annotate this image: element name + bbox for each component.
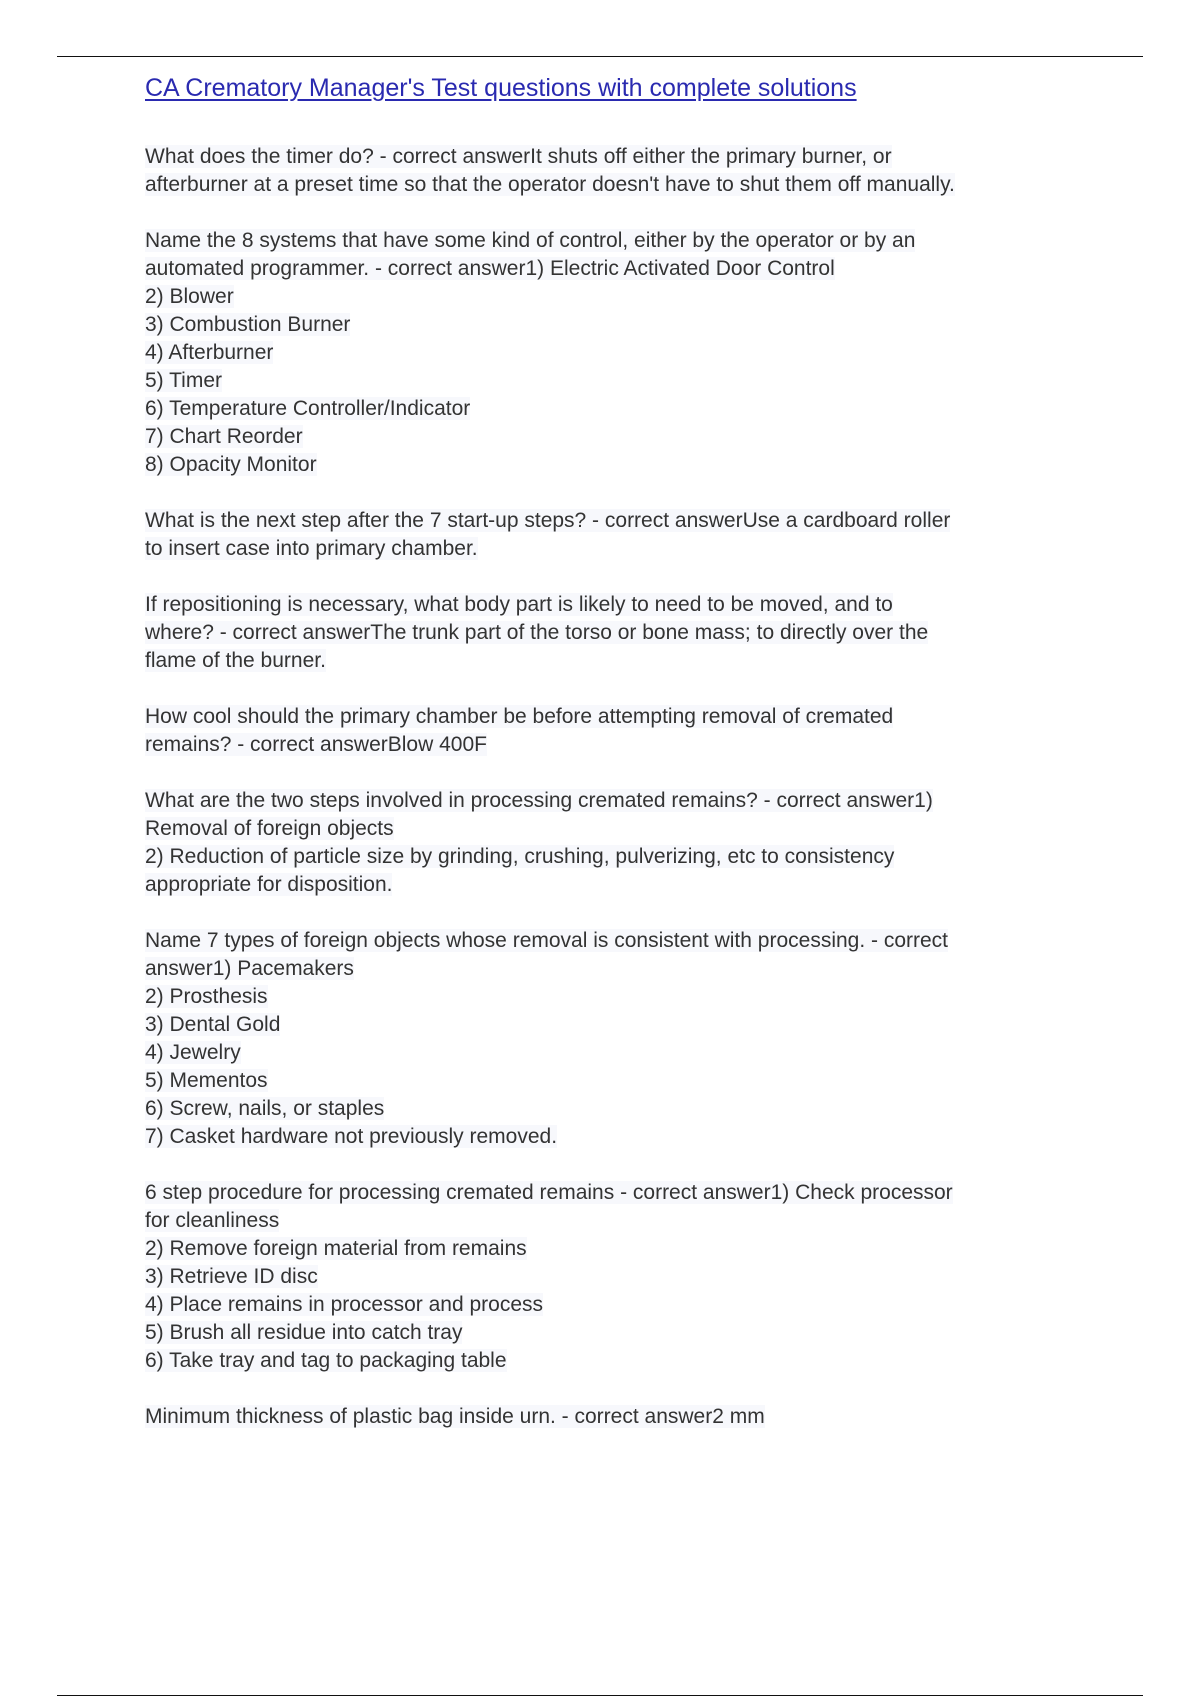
qa-line — [145, 1263, 1095, 1291]
qa-line — [145, 171, 1095, 199]
qa-line — [145, 283, 1095, 311]
qa-line-text: Name the 8 systems that have some kind of control, either by the operator or by an — [145, 229, 916, 252]
qa-line — [145, 955, 1095, 983]
qa-line-text: What does the timer do? - correct answerIt shuts off either the primary burner, or — [145, 145, 892, 168]
qa-line-text: What is the next step after the 7 start-up steps? - correct answerUse a cardboard roller — [145, 509, 951, 532]
qa-entry — [145, 703, 1095, 759]
qa-line-text: where? - correct answerThe trunk part of the torso or bone mass; to directly over the — [145, 621, 929, 644]
qa-line-text: 3) Dental Gold — [145, 1013, 281, 1036]
qa-line — [145, 1319, 1095, 1347]
qa-line — [145, 731, 1095, 759]
qa-line-text: 5) Mementos — [145, 1069, 268, 1092]
qa-line — [145, 871, 1095, 899]
qa-line-text: flame of the burner. — [145, 649, 326, 672]
qa-line-text: 3) Retrieve ID disc — [145, 1265, 318, 1288]
qa-line-text: 2) Blower — [145, 285, 234, 308]
qa-line — [145, 311, 1095, 339]
qa-line-text: 6) Temperature Controller/Indicator — [145, 397, 471, 420]
qa-line — [145, 1179, 1095, 1207]
qa-line — [145, 451, 1095, 479]
qa-line — [145, 1291, 1095, 1319]
qa-entry — [145, 927, 1095, 1151]
qa-line — [145, 535, 1095, 563]
qa-line — [145, 395, 1095, 423]
qa-line — [145, 1347, 1095, 1375]
top-rule — [57, 56, 1143, 57]
qa-entry — [145, 591, 1095, 675]
qa-line-text: afterburner at a preset time so that the operator doesn't have to shut them off manually. — [145, 173, 955, 196]
qa-line-text: for cleanliness — [145, 1209, 280, 1232]
qa-line-text: 5) Brush all residue into catch tray — [145, 1321, 463, 1344]
qa-entry — [145, 507, 1095, 563]
qa-line-text: automated programmer. - correct answer1) Electric Activated Door Control — [145, 257, 835, 280]
document-title-link[interactable]: CA Crematory Manager's Test questions with complete solutions — [145, 74, 857, 102]
qa-entry — [145, 1179, 1095, 1375]
qa-line — [145, 927, 1095, 955]
qa-entry — [145, 1403, 1095, 1431]
qa-line — [145, 1095, 1095, 1123]
qa-line — [145, 591, 1095, 619]
qa-line — [145, 143, 1095, 171]
qa-entry — [145, 143, 1095, 199]
qa-line — [145, 1235, 1095, 1263]
qa-line-text: 8) Opacity Monitor — [145, 453, 317, 476]
qa-list — [145, 143, 1095, 1431]
qa-line — [145, 787, 1095, 815]
qa-line — [145, 703, 1095, 731]
qa-line-text: 3) Combustion Burner — [145, 313, 351, 336]
document-body — [145, 70, 1095, 1459]
qa-line — [145, 1067, 1095, 1095]
qa-line-text: remains? - correct answerBlow 400F — [145, 733, 487, 756]
qa-line-text: 5) Timer — [145, 369, 223, 392]
qa-line-text: 2) Remove foreign material from remains — [145, 1237, 527, 1260]
qa-line-text: If repositioning is necessary, what body part is likely to need to be moved, and to — [145, 593, 893, 616]
qa-line — [145, 423, 1095, 451]
qa-line-text: 4) Place remains in processor and process — [145, 1293, 544, 1316]
qa-line — [145, 1123, 1095, 1151]
qa-line-text: 6 step procedure for processing cremated remains - correct answer1) Check processor — [145, 1181, 953, 1204]
qa-line — [145, 507, 1095, 535]
qa-line — [145, 367, 1095, 395]
qa-entry — [145, 227, 1095, 479]
qa-line — [145, 647, 1095, 675]
qa-line — [145, 1403, 1095, 1431]
qa-line — [145, 1039, 1095, 1067]
qa-line — [145, 339, 1095, 367]
qa-line — [145, 255, 1095, 283]
bottom-rule — [57, 1695, 1143, 1696]
qa-line — [145, 1011, 1095, 1039]
qa-line-text: Name 7 types of foreign objects whose removal is consistent with processing. - correct — [145, 929, 949, 952]
qa-line — [145, 815, 1095, 843]
qa-line-text: How cool should the primary chamber be before attempting removal of cremated — [145, 705, 894, 728]
qa-line — [145, 619, 1095, 647]
qa-line — [145, 843, 1095, 871]
qa-line-text: What are the two steps involved in processing cremated remains? - correct answer1) — [145, 789, 933, 812]
qa-line-text: 4) Jewelry — [145, 1041, 241, 1064]
qa-line — [145, 227, 1095, 255]
qa-entry — [145, 787, 1095, 899]
qa-line — [145, 1207, 1095, 1235]
qa-line-text: 6) Take tray and tag to packaging table — [145, 1349, 507, 1372]
qa-line-text: 2) Reduction of particle size by grinding, crushing, pulverizing, etc to consistency — [145, 845, 895, 868]
qa-line-text: Minimum thickness of plastic bag inside urn. - correct answer2 mm — [145, 1405, 765, 1428]
qa-line-text: 6) Screw, nails, or staples — [145, 1097, 385, 1120]
qa-line — [145, 983, 1095, 1011]
qa-line-text: 7) Chart Reorder — [145, 425, 303, 448]
qa-line-text: 2) Prosthesis — [145, 985, 268, 1008]
qa-line-text: 7) Casket hardware not previously removed. — [145, 1125, 558, 1148]
qa-line-text: answer1) Pacemakers — [145, 957, 354, 980]
qa-line-text: to insert case into primary chamber. — [145, 537, 478, 560]
qa-line-text: Removal of foreign objects — [145, 817, 394, 840]
qa-line-text: appropriate for disposition. — [145, 873, 393, 896]
qa-line-text: 4) Afterburner — [145, 341, 274, 364]
